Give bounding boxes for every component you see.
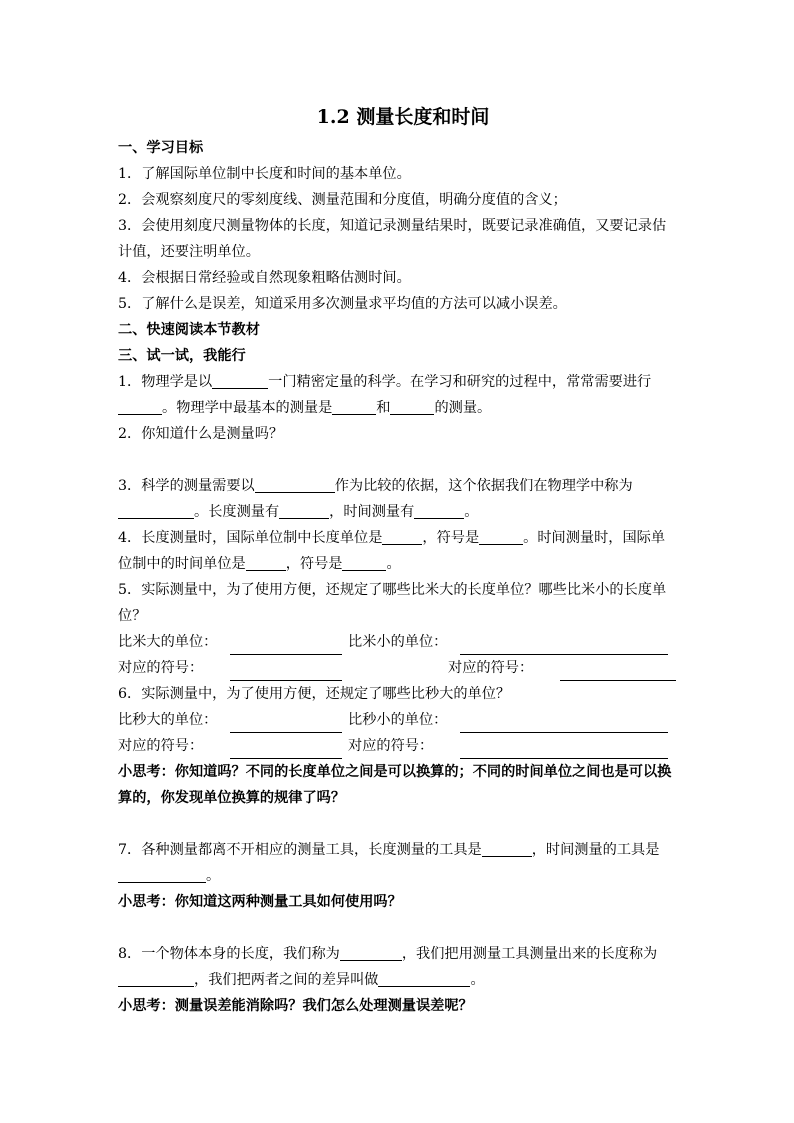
question-3: 3．科学的测量需要以 作为比较的依据，这个依据我们在物理学中称为。长度测量有 ，时间测量有 。 <box>118 478 633 520</box>
question-7: 7．各种测量都离不开相应的测量工具，长度测量的工具是 ，时间测量的工具是。 <box>118 842 660 884</box>
goal-item: 5．了解什么是误差，知道采用多次测量求平均值的方法可以减小误差。 <box>118 296 567 312</box>
question-1: 1．物理学是以 一门精密定量的科学。在学习和研究的过程中，常常需要进行。物理学中最基本的测量是 和 的测量。 <box>118 374 652 416</box>
answer-blank[interactable] <box>118 502 194 519</box>
goal-item: 4．会根据日常经验或自然现象粗略估测时间。 <box>118 270 411 286</box>
section-heading-reading: 二、快速阅读本节教材 <box>118 322 260 338</box>
answer-field[interactable] <box>560 655 676 681</box>
question-8: 8．一个物体本身的长度，我们称为 ，我们把用测量工具测量出来的长度称为，我们把两者之间的差异叫做 。 <box>118 946 658 988</box>
answer-field[interactable] <box>230 629 342 655</box>
answer-blank[interactable] <box>279 502 329 519</box>
answer-blank[interactable] <box>118 970 194 987</box>
question-2: 2．你知道什么是测量吗？ <box>118 426 284 442</box>
answer-blank[interactable] <box>118 866 206 883</box>
answer-blank[interactable] <box>118 398 162 415</box>
goal-item: 2．会观察刻度尺的零刻度线、测量范围和分度值，明确分度值的含义； <box>118 192 567 208</box>
answer-field[interactable] <box>230 655 342 681</box>
goal-item: 3．会使用刻度尺测量物体的长度，知道记录测量结果时，既要记录准确值，又要记录估计值，还要注明单位。 <box>118 218 667 260</box>
answer-field[interactable] <box>460 629 676 655</box>
section-heading-practice: 三、试一试，我能行 <box>118 348 246 364</box>
answer-blank[interactable] <box>390 398 434 415</box>
answer-field[interactable] <box>230 733 342 759</box>
q6-units-row: 比秒大的单位： 比秒小的单位： <box>118 707 676 733</box>
answer-blank[interactable] <box>482 840 532 857</box>
answer-field[interactable] <box>460 733 676 759</box>
answer-blank[interactable] <box>414 502 464 519</box>
answer-field[interactable] <box>460 707 676 733</box>
section-heading-goals: 一、学习目标 <box>118 140 204 156</box>
q6-symbols-row: 对应的符号： 对应的符号： <box>118 733 676 759</box>
answer-blank[interactable] <box>479 528 523 545</box>
goal-item: 1．了解国际单位制中长度和时间的基本单位。 <box>118 166 411 182</box>
question-4: 4．长度测量时，国际单位制中长度单位是 ，符号是 。时间测量时，国际单位制中的时间单位是 ，符号是 。 <box>118 530 666 572</box>
answer-blank[interactable] <box>255 476 335 493</box>
q5-units-row: 比米大的单位： 比米小的单位： <box>118 629 676 655</box>
think-note-tools: 小思考：你知道这两种测量工具如何使用吗？ <box>118 894 402 910</box>
think-note-unit-conversion: 小思考：你知道吗？不同的长度单位之间是可以换算的；不同的时间单位之间也是可以换算的，你发现单位换算的规律了吗？ <box>118 764 672 806</box>
answer-blank[interactable] <box>340 944 402 961</box>
answer-blank[interactable] <box>212 372 268 389</box>
answer-blank[interactable] <box>246 554 286 571</box>
page-title: 1.2 测量长度和时间 <box>316 106 490 128</box>
answer-blank[interactable] <box>342 554 386 571</box>
q5-symbols-row: 对应的符号： 对应的符号： <box>118 655 676 681</box>
answer-field[interactable] <box>230 707 342 733</box>
question-5: 5．实际测量中，为了使用方便，还规定了哪些比米大的长度单位？哪些比米小的长度单位？ <box>118 582 667 624</box>
answer-blank[interactable] <box>382 528 422 545</box>
answer-blank[interactable] <box>332 398 376 415</box>
worksheet-content <box>118 103 676 1019</box>
question-6: 6．实际测量中，为了使用方便，还规定了哪些比秒大的单位？ <box>118 686 511 702</box>
answer-blank[interactable] <box>378 970 470 987</box>
think-note-error: 小思考：测量误差能消除吗？我们怎么处理测量误差呢？ <box>118 998 473 1014</box>
